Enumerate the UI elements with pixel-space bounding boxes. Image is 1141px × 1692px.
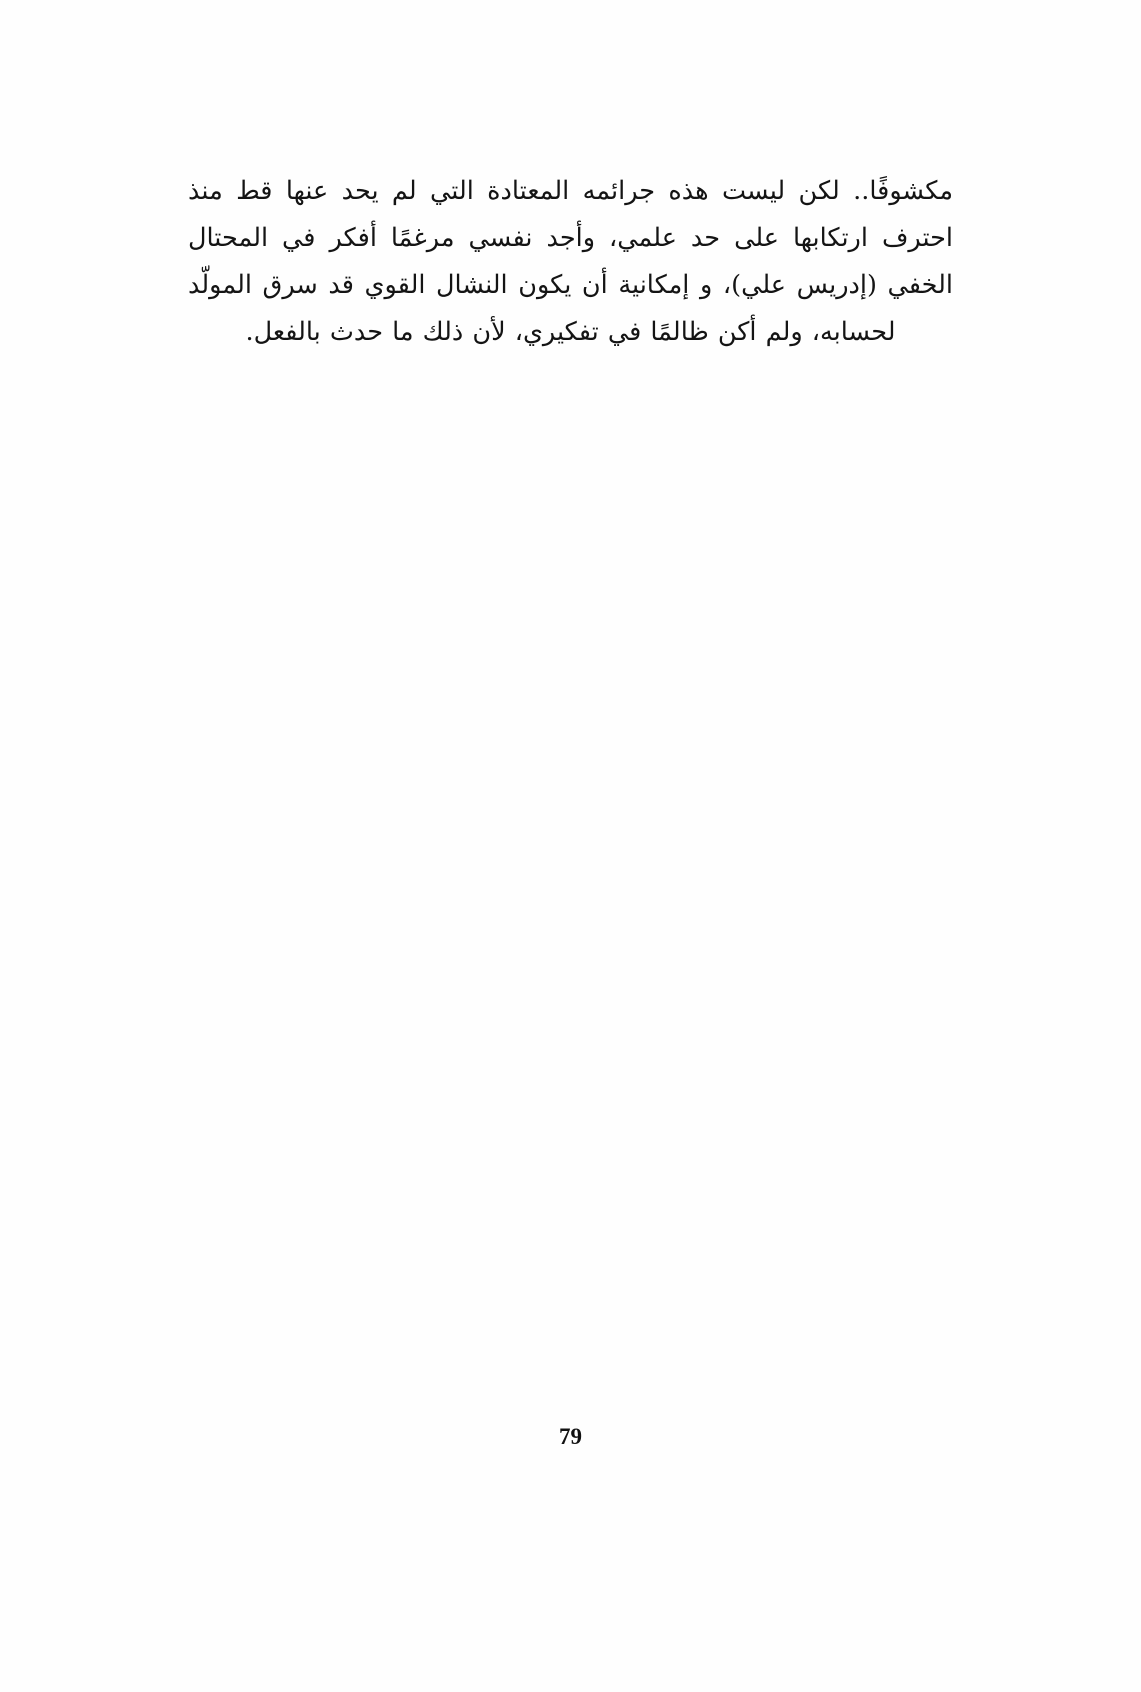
page-number: 79 bbox=[559, 1424, 582, 1449]
body-text-block bbox=[188, 168, 953, 356]
body-paragraph: مكشوفًا.. لكن ليست هذه جرائمه المعتادة التي لم يحد عنها قط منذ احترف ارتكابها على حد علمي، وأجد نفسي مرغمًا أفكر في المحتال الخفي (إدريس علي)، و إمكانية أن يكون النشال القوي قد سرق المولّد لحسابه، ولم أكن ظالمًا في تفكيري، لأن ذلك ما حدث بالفعل. bbox=[188, 176, 953, 347]
